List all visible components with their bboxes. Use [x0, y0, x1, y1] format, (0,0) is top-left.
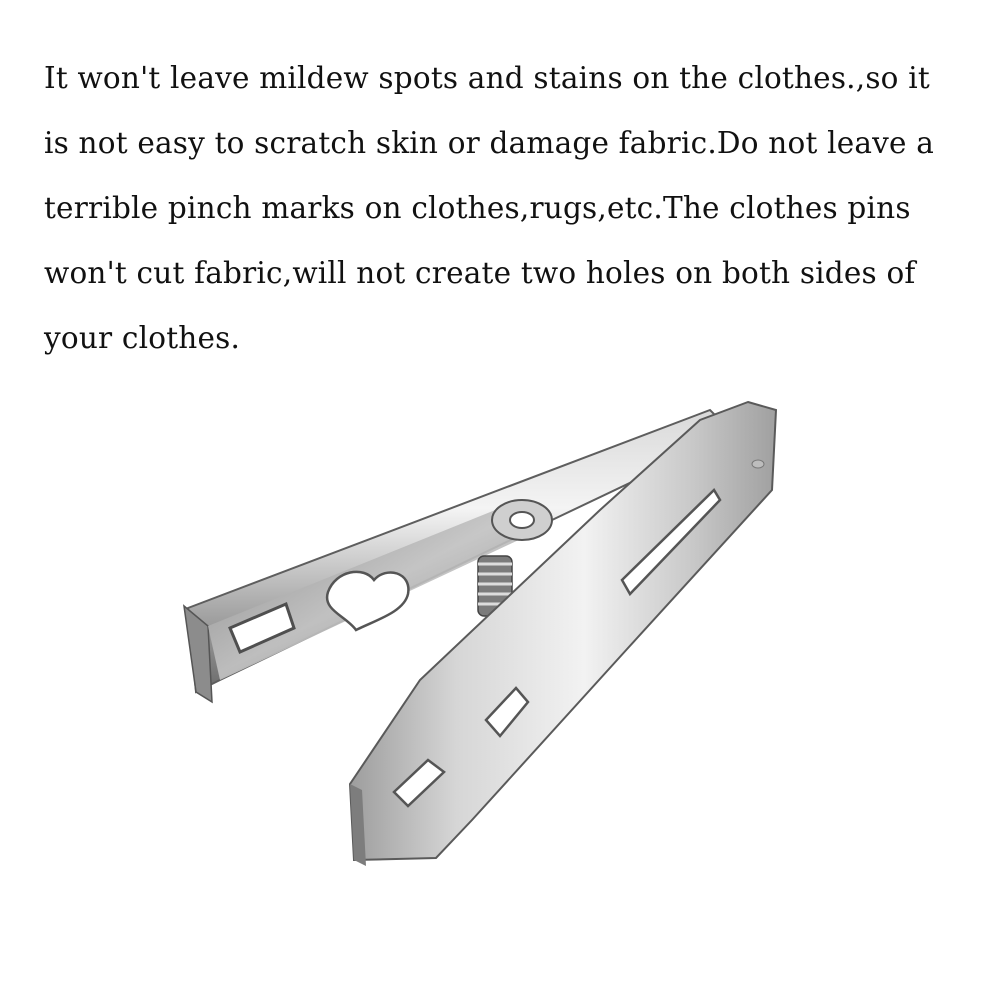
product-image: [160, 380, 820, 900]
description-text: [44, 46, 994, 371]
description-line-1: It won't leave mildew spots and stains on the clothes.,so it: [44, 61, 930, 95]
stainless-steel-clothespin-icon: [160, 380, 820, 900]
description-line-2: is not easy to scratch skin or damage fabric.Do not leave a: [44, 126, 935, 160]
description-line-5: your clothes.: [44, 321, 241, 355]
description-line-3: terrible pinch marks on clothes,rugs,etc.The clothes pins: [44, 191, 911, 225]
description-line-4: won't cut fabric,will not create two holes on both sides of: [44, 256, 916, 290]
